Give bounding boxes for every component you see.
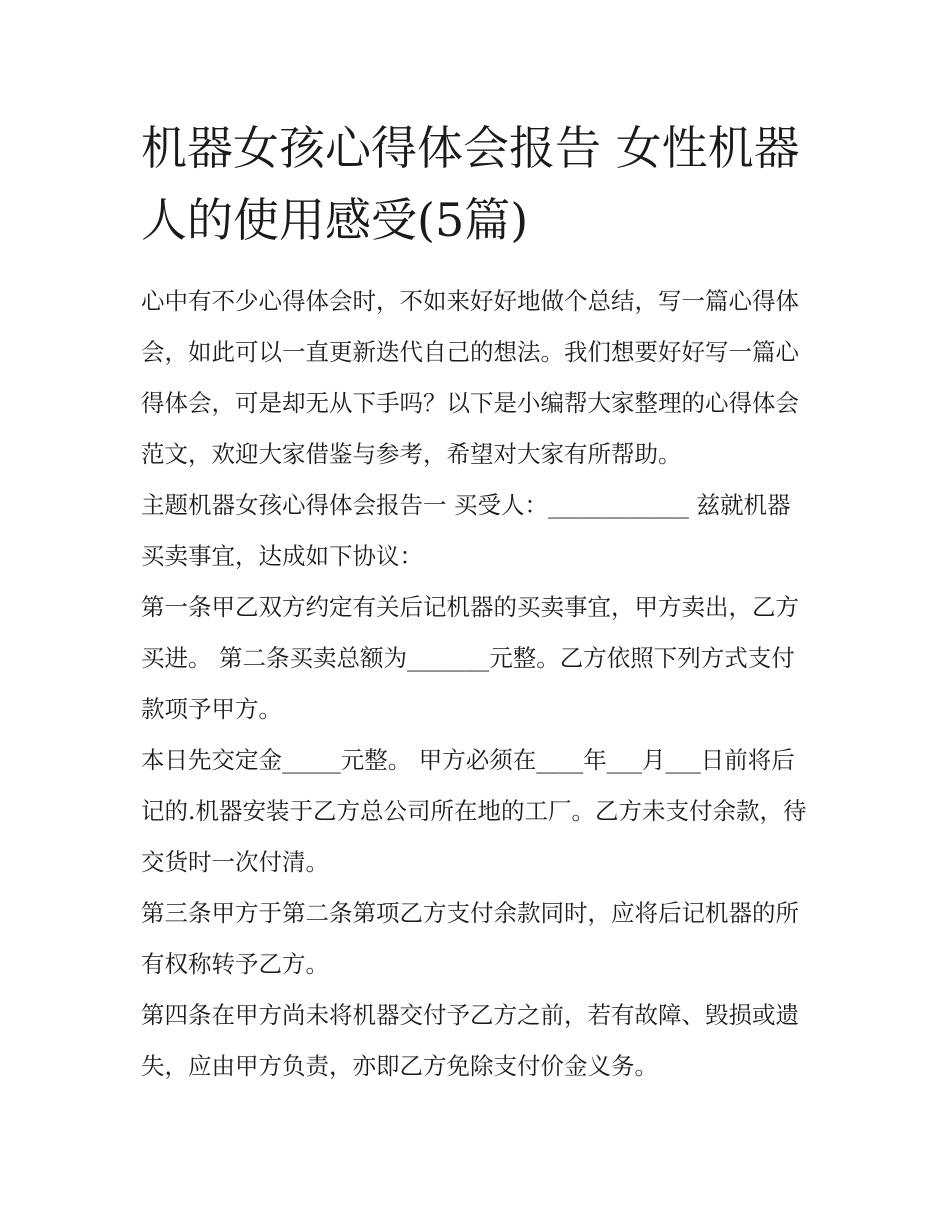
paragraph-buyer: 主题机器女孩心得体会报告一 买受人：____________ 兹就机器买卖事宜，达成如下协议：	[141, 491, 791, 570]
paragraph-intro: 心中有不少心得体会时，不如来好好地做个总结，写一篇心得体会，如此可以一直更新迭代自己的想法。我们想要好好写一篇心得体会，可是却无从下手吗？以下是小编帮大家整理的心得体会范文，欢迎大家借鉴与参考，希望对大家有所帮助。	[141, 287, 799, 468]
paragraph-article-1-2: 第一条甲乙双方约定有关后记机器的买卖事宜，甲方卖出，乙方买进。 第二条买卖总额为_______元整。乙方依照下列方式支付款项予甲方。	[141, 593, 799, 723]
document-body	[141, 276, 813, 1092]
paragraph-article-3: 第三条甲方于第二条第项乙方支付余款同时，应将后记机器的所有权称转予乙方。	[141, 899, 799, 978]
document-title: 机器女孩心得体会报告 女性机器人的使用感受(5篇)	[141, 121, 800, 247]
paragraph-deposit: 本日先交定金_____元整。 甲方必须在____年___月___日前将后记的.机器安装于乙方总公司所在地的工厂。乙方未支付余款，待交货时一次付清。	[141, 746, 807, 876]
paragraph-article-4: 第四条在甲方尚未将机器交付予乙方之前，若有故障、毁损或遗失，应由甲方负责，亦即乙方免除支付价金义务。	[141, 1001, 799, 1080]
document-page	[141, 112, 813, 1092]
